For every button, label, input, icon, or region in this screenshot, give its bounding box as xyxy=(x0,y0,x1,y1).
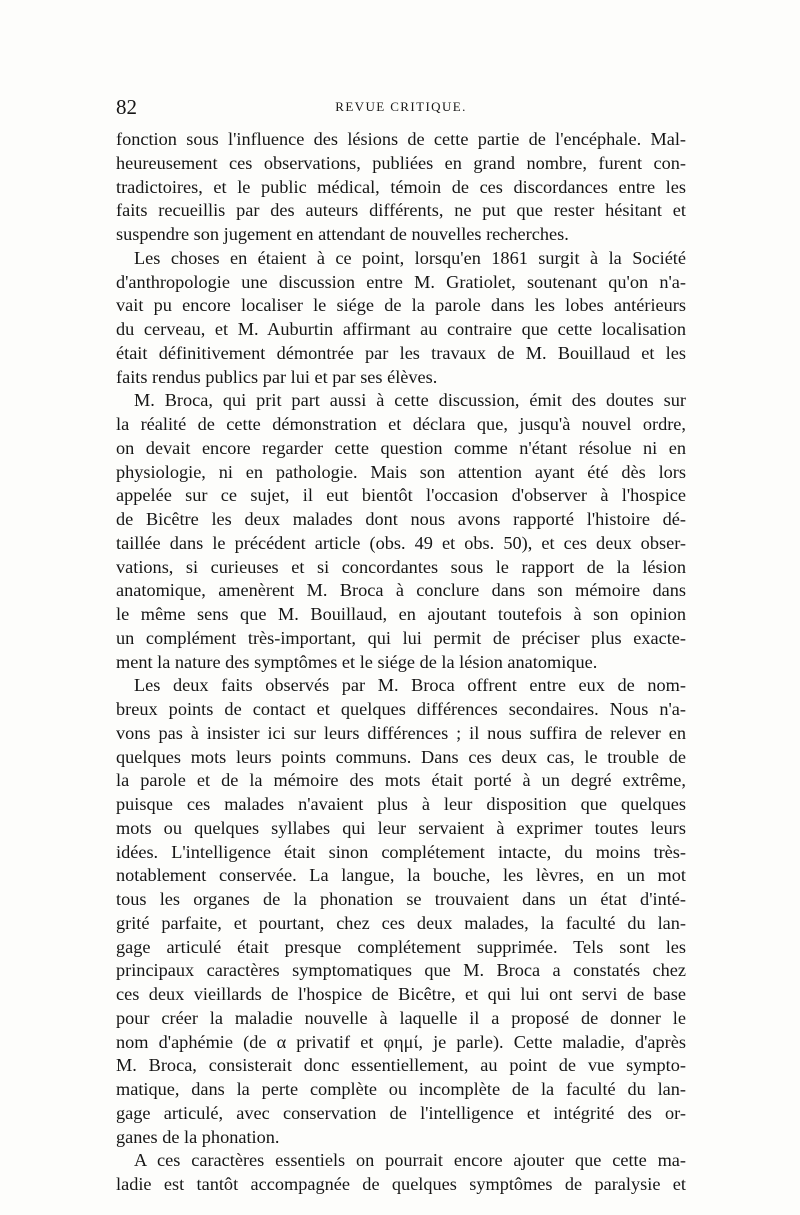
text-line: faits recueillis par des auteurs différents, ne put que rester hésitant et xyxy=(116,200,686,221)
text-line: M. Broca, consisterait donc essentiellement, au point de vue sympto- xyxy=(116,1055,686,1076)
text-line: gage articulé était presque complétement supprimée. Tels sont les xyxy=(116,936,686,957)
page-header xyxy=(116,95,686,119)
text-line: vons pas à insister ici sur leurs différences ; il nous suffira de relever en xyxy=(116,722,686,743)
text-line: taillée dans le précédent article (obs. 49 et obs. 50), et ces deux obser- xyxy=(116,532,686,553)
text-line: puisque ces malades n'avaient plus à leur disposition que quelques xyxy=(116,794,686,814)
text-line: du cerveau, et M. Auburtin affirmant au contraire que cette localisation xyxy=(116,319,686,339)
running-head: REVUE CRITIQUE. xyxy=(335,99,467,114)
text-line: un complément très-important, qui lui permit de préciser plus exacte- xyxy=(116,627,686,648)
text-line: A ces caractères essentiels on pourrait encore ajouter que cette ma- xyxy=(134,1150,686,1171)
text-line: Les deux faits observés par M. Broca offrent entre eux de nom- xyxy=(134,675,686,696)
text-line: on devait encore regarder cette question comme n'étant résolue ni en xyxy=(116,437,686,458)
text-line: heureusement ces observations, publiées en grand nombre, furent con- xyxy=(116,152,686,173)
text-line: faits rendus publics par lui et par ses élèves. xyxy=(116,366,438,387)
text-line: nom d'aphémie (de α privatif et φημί, je parle). Cette maladie, d'après xyxy=(116,1031,686,1052)
text-line: idées. L'intelligence était sinon complétement intacte, du moins très- xyxy=(116,841,686,862)
text-line: grité parfaite, et pourtant, chez ces deux malades, la faculté du lan- xyxy=(116,912,686,933)
text-line: suspendre son jugement en attendant de nouvelles recherches. xyxy=(116,224,569,244)
text-line: Les choses en étaient à ce point, lorsqu'en 1861 surgit à la Société xyxy=(134,247,686,268)
text-line: de Bicêtre les deux malades dont nous avons rapporté l'histoire dé- xyxy=(116,509,686,529)
text-line: était définitivement démontrée par les travaux de M. Bouillaud et les xyxy=(116,342,686,363)
text-line: anatomique, amenèrent M. Broca à conclure dans son mémoire dans xyxy=(116,580,686,601)
text-line: quelques mots leurs points communs. Dans ces deux cas, le trouble de xyxy=(116,746,686,767)
text-line: le même sens que M. Bouillaud, en ajoutant toutefois à son opinion xyxy=(116,604,686,624)
text-line: ladie est tantôt accompagnée de quelques symptômes de paralysie et xyxy=(116,1174,686,1194)
text-line: ces deux vieillards de l'hospice de Bicêtre, et qui lui ont servi de base xyxy=(116,984,686,1004)
page-number: 82 xyxy=(116,95,137,119)
text-line: d'anthropologie une discussion entre M. Gratiolet, soutenant qu'on n'a- xyxy=(116,271,686,292)
text-line: vations, si curieuses et si concordantes sous le rapport de la lésion xyxy=(116,556,686,577)
text-line: la parole et de la mémoire des mots était porté à un degré extrême, xyxy=(116,770,686,791)
text-line: tous les organes de la phonation se trouvaient dans un état d'inté- xyxy=(116,889,686,909)
body-text xyxy=(116,128,686,1197)
text-line: ment la nature des symptômes et le siége de la lésion anatomique. xyxy=(116,651,598,672)
text-line: gage articulé, avec conservation de l'intelligence et intégrité des or- xyxy=(116,1102,686,1123)
text-line: tradictoires, et le public médical, témoin de ces discordances entre les xyxy=(116,176,686,197)
text-line: breux points de contact et quelques différences secondaires. Nous n'a- xyxy=(116,699,686,719)
text-line: principaux caractères symptomatiques que M. Broca a constatés chez xyxy=(116,960,686,981)
text-line: notablement conservée. La langue, la bouche, les lèvres, en un mot xyxy=(116,865,686,886)
text-line: M. Broca, qui prit part aussi à cette discussion, émit des doutes sur xyxy=(134,390,686,411)
text-line: ganes de la phonation. xyxy=(116,1126,280,1147)
text-line: appelée sur ce sujet, il eut bientôt l'occasion d'observer à l'hospice xyxy=(116,485,686,506)
text-line: matique, dans la perte complète ou incomplète de la faculté du lan- xyxy=(116,1079,686,1099)
text-line: fonction sous l'influence des lésions de cette partie de l'encéphale. Mal- xyxy=(116,129,686,149)
text-line: physiologie, ni en pathologie. Mais son attention ayant été dès lors xyxy=(116,461,686,482)
text-line: mots ou quelques syllabes qui leur servaient à exprimer toutes leurs xyxy=(116,817,686,838)
text-line: la réalité de cette démonstration et déclara que, jusqu'à nouvel ordre, xyxy=(116,414,686,434)
text-line: pour créer la maladie nouvelle à laquelle il a proposé de donner le xyxy=(116,1007,686,1028)
text-line: vait pu encore localiser le siége de la parole dans les lobes antérieurs xyxy=(116,295,686,316)
